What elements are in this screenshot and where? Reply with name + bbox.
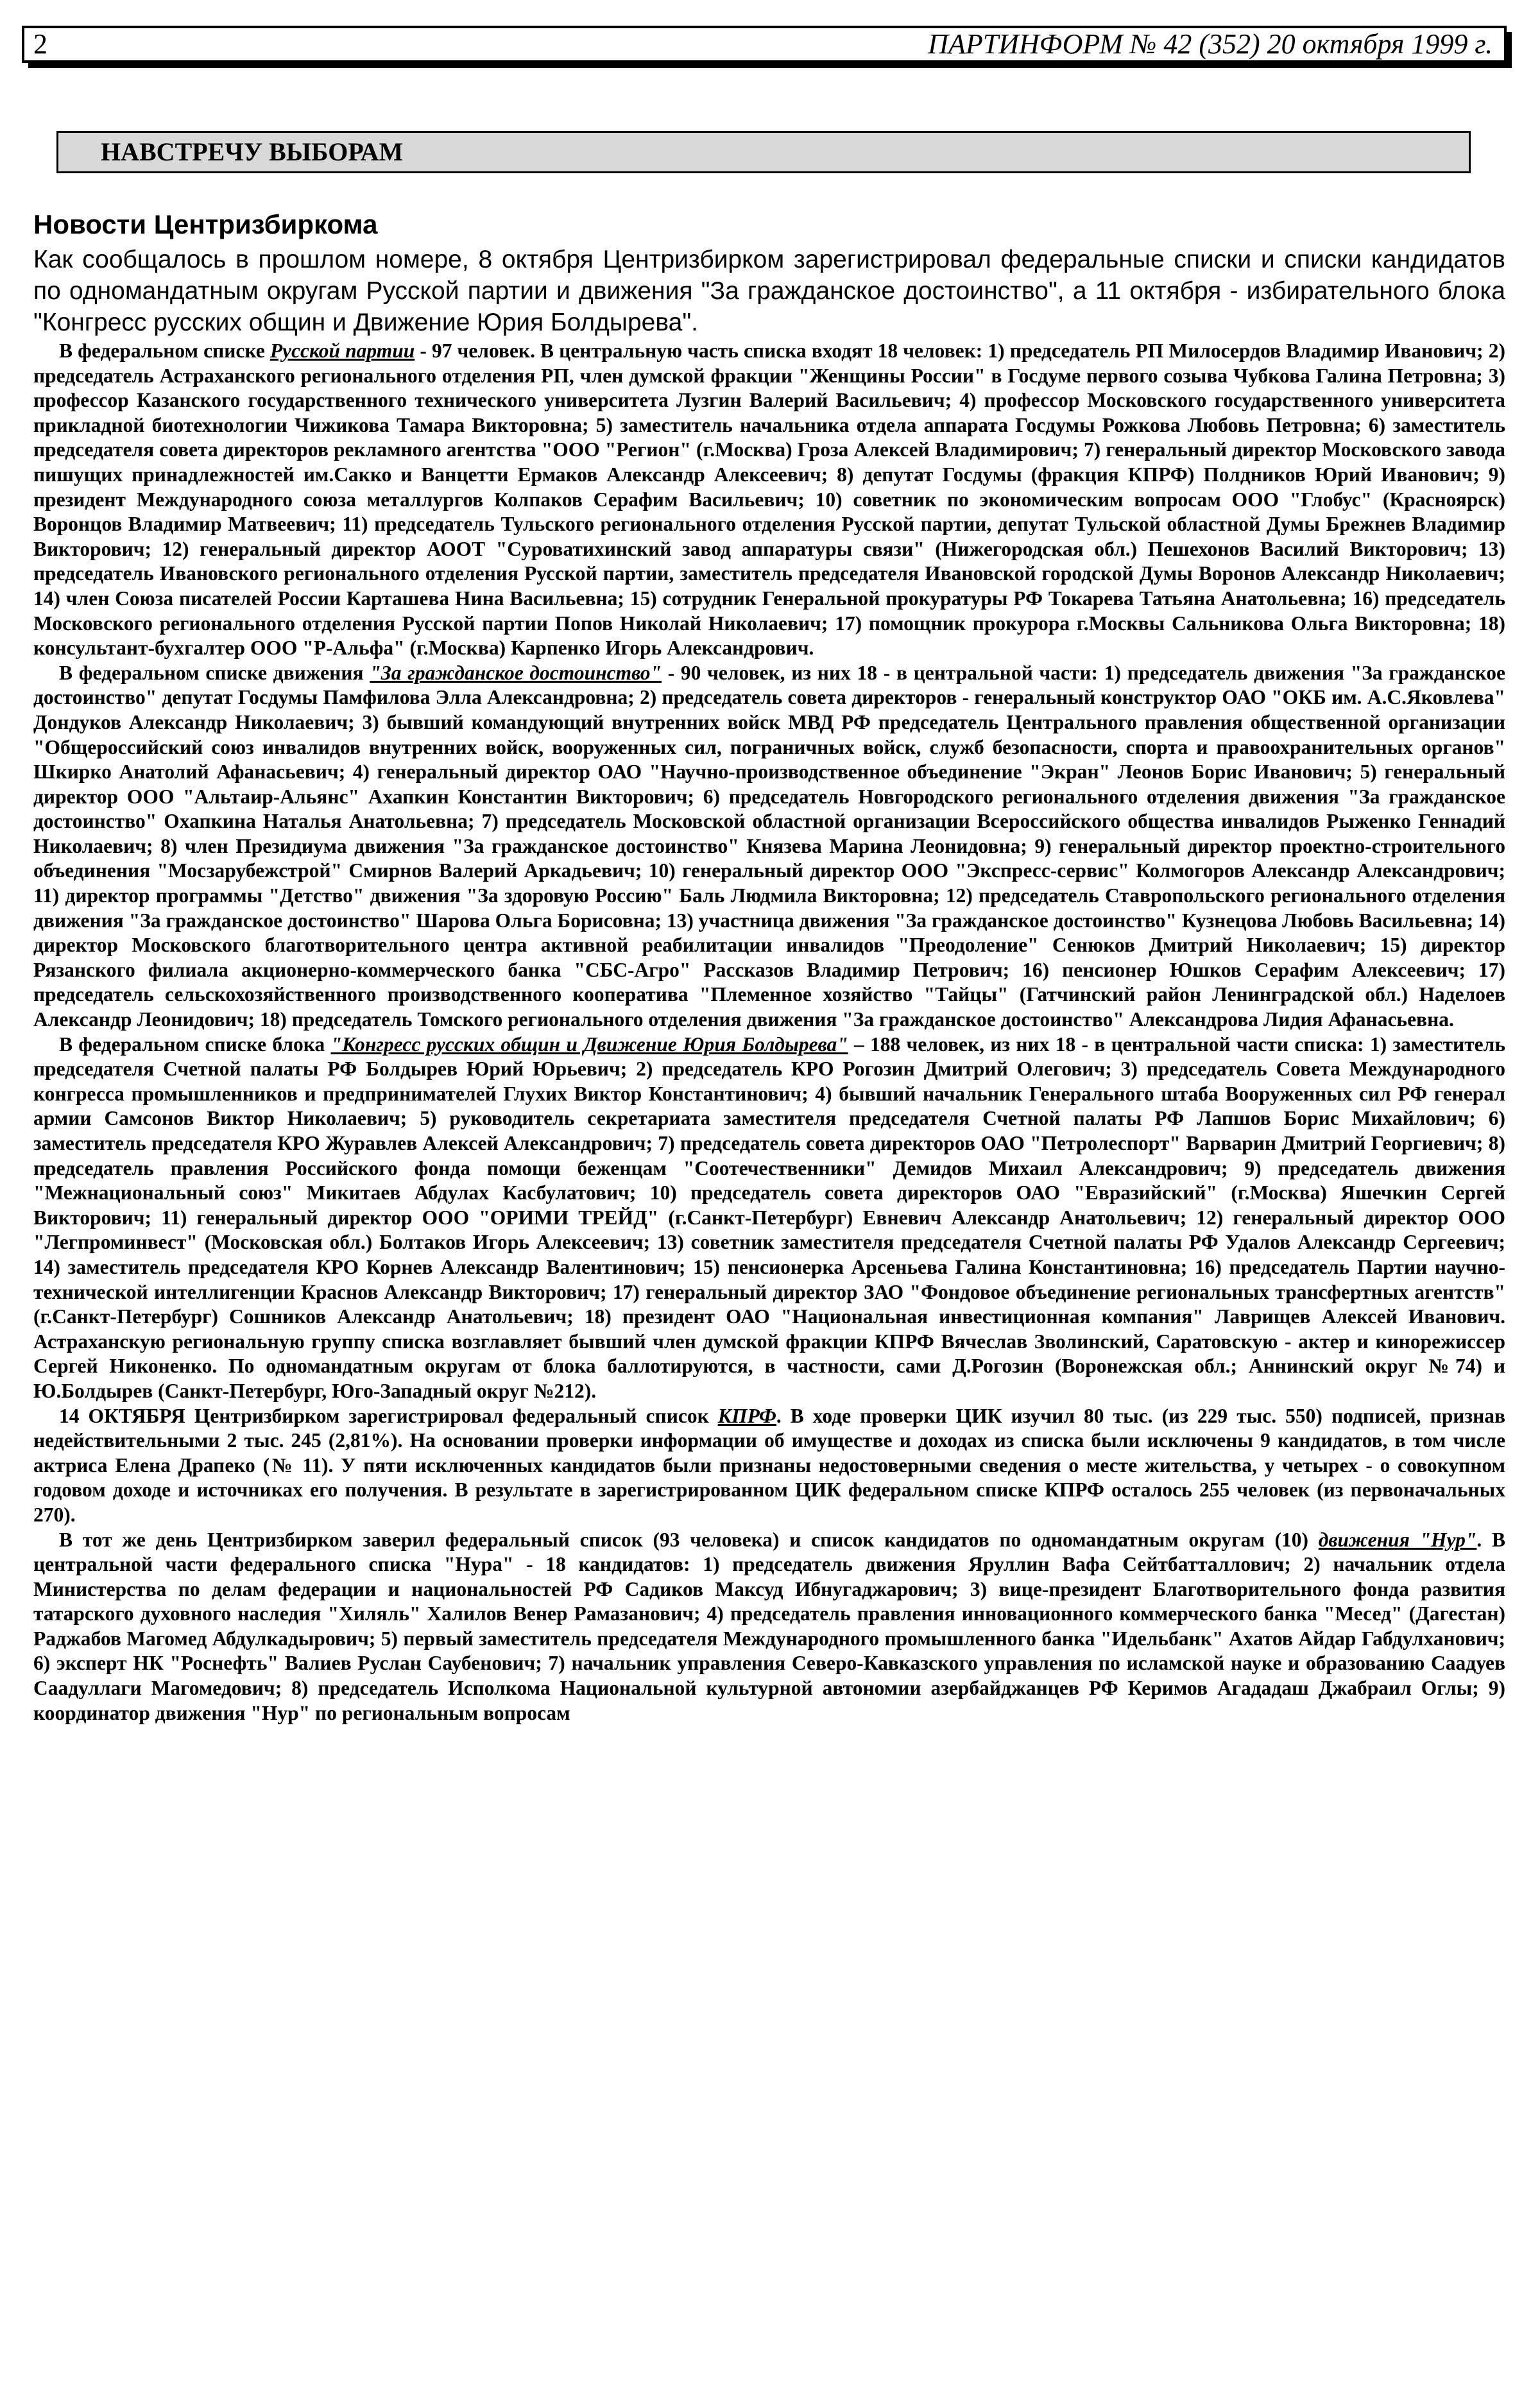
issue-info: ПАРТИНФОРМ № 42 (352) 20 октября 1999 г. <box>928 28 1493 60</box>
news-title: Новости Центризбиркома <box>33 209 378 239</box>
party-link-kro-boldyrev[interactable]: "Конгресс русских общин и Движение Юрия Болдырева" <box>330 1032 848 1056</box>
lead-paragraph: Как сообщалось в прошлом номере, 8 октября Центризбирком зарегистрировал федеральные списки и списки кандидатов по одномандатным округам Русской партии и движения "За гражданское достоинство", а 11 октября - избирательного блока "Конгресс русских общин и Движение Юрия Болдырева". <box>33 246 1505 336</box>
paragraph-text: В федеральном списке <box>59 339 270 362</box>
paragraph-text: 14 ОКТЯБРЯ Центризбирком зарегистрировал федеральный список <box>59 1404 718 1427</box>
paragraph-text: В федеральном списке движения <box>59 661 370 684</box>
party-link-kprf[interactable]: КПРФ <box>717 1404 776 1427</box>
paragraph-text: . В ходе проверки ЦИК изучил 80 тыс. (из 229 тыс. 550) подписей, признав недействительными 2 тыс. 245 (2,81%). На основании проверки информации об имуществе и доходах из списка были исключены 9 кандидатов, в том числе актриса Елена Драпеко (№ 11). У пяти исключенных кандидатов были признаны недостоверными сведения о месте жительства, у четырех - о совокупном годовом доходе и источниках его получения. В результате в зарегистрированном ЦИК федеральном списке КПРФ осталось 255 человек (из первоначальных 270). <box>33 1404 1505 1526</box>
page-number: 2 <box>33 28 47 60</box>
page-header <box>22 26 1507 63</box>
paragraph-nur <box>33 1528 1505 1726</box>
party-link-civil-dignity[interactable]: "За гражданское достоинство" <box>370 661 662 684</box>
paragraph-civil-dignity <box>33 661 1505 1032</box>
section-banner <box>56 131 1471 173</box>
header-shadow-right <box>1507 32 1512 68</box>
paragraph-text: . В центральной части федерального списка "Нура" - 18 кандидатов: 1) председатель движения Яруллин Вафа Сейтбатталлович; 2) начальник отдела Министерства по делам федерации и национальностей РФ Садиков Максуд Ибнугаджарович; 3) вице-президент Благотворительного фонда развития татарского духовного наследия "Хиляль" Халилов Венер Рамазанович; 4) председатель правления инновационного коммерческого банка "Месед" (Дагестан) Раджабов Магомед Абдулкадырович; 5) первый заместитель председателя Международного промышленного банка "Идельбанк" Ахатов Айдар Габдулханович; 6) эксперт НК "Роснефть" Валиев Руслан Саубенович; 7) начальник управления Северо-Кавказского управления по исламской науке и образованию Саадуев Саадуллаги Магомедович; 8) председатель Исполкома Национальной культурной автономии азербайджанцев РФ Керимов Агададаш Джабраил Оглы; 9) координатор движения "Нур" по региональным вопросам <box>33 1528 1505 1724</box>
paragraph-text: В федеральном списке блока <box>59 1032 331 1056</box>
section-title: НАВСТРЕЧУ ВЫБОРАМ <box>101 137 404 166</box>
paragraph-text: – 188 человек, из них 18 - в центральной части списка: 1) заместитель председателя Счетной палаты РФ Болдырев Юрий Юрьевич; 2) председатель КРО Рогозин Дмитрий Олегович; 3) председатель Совета Международного конгресса промышленников и предпринимателей Глухих Виктор Константинович; 4) бывший начальник Генерального штаба Вооруженных сил РФ генерал армии Самсонов Виктор Николаевич; 5) руководитель секретариата заместителя председателя Счетной палаты РФ Лапшов Борис Михайлович; 6) заместитель председателя КРО Журавлев Алексей Александрович; 7) председатель совета директоров ОАО "Петролеспорт" Варварин Дмитрий Георгиевич; 8) председатель правления Российского фонда помощи беженцам "Соотечественники" Демидов Михаил Александрович; 9) председатель движения "Межнациональный союз" Микитаев Абдулах Касбулатович; 10) председатель совета директоров ОАО "Евразийский" (г.Москва) Яшечкин Сергей Викторович; 11) генеральный директор ООО "ОРИМИ ТРЕЙД" (г.Санкт-Петербург) Евневич Александр Анатольевич; 12) генеральный директор ООО "Легпроминвест" (Московская обл.) Болтаков Игорь Алексеевич; 13) советник заместителя председателя Счетной палаты РФ Удалов Александр Сергеевич; 14) заместитель председателя КРО Корнев Александр Валентинович; 15) пенсионерка Арсеньева Галина Константиновна; 16) председатель Партии научно-технической интеллигенции Краснов Александр Викторович; 17) генеральный директор ЗАО "Фондовое объединение региональных трансфертных агентств" (г.Санкт-Петербург) Сошников Александр Анатольевич; 18) президент ОАО "Национальная инвестиционная компания" Лаврищев Алексей Иванович. Астраханскую региональную группу списка возглавляет бывший член думской фракции КПРФ Вячеслав Зволинский, Саратовскую - актер и кинорежиссер Сергей Никоненко. По одномандатным округам от блока баллотируются, в частности, сами Д.Рогозин (Воронежская обл.; Аннинский округ №74) и Ю.Болдырев (Санкт-Петербург, Юго-Западный округ №212). <box>33 1032 1505 1402</box>
party-link-nur[interactable]: движения "Нур" <box>1318 1528 1477 1551</box>
paragraph-text: В тот же день Центризбирком заверил федеральный список (93 человека) и список кандидатов по одномандатным округам (10) <box>59 1528 1319 1551</box>
paragraph-text: - 97 человек. В центральную часть списка входят 18 человек: 1) председатель РП Милосердов Владимир Иванович; 2) председатель Астраханского регионального отделения РП, член думской фракции "Женщины России" в Госдуме первого созыва Чубкова Галина Петровна; 3) профессор Казанского государственного технического университета Лузгин Валерий Васильевич; 4) профессор Московского государственного университета прикладной биотехнологии Чижикова Тамара Викторовна; 5) заместитель начальника отдела аппарата Госдумы Рожкова Любовь Петровна; 6) заместитель председателя совета директоров рекламного агентства "ООО "Регион" (г.Москва) Гроза Алексей Владимирович; 7) генеральный директор Московского завода пишущих принадлежностей им.Сакко и Ванцетти Ермаков Александр Алексеевич; 8) депутат Госдумы (фракция КПРФ) Полдников Юрий Иванович; 9) президент Международного союза металлургов Колпаков Серафим Васильевич; 10) советник по экономическим вопросам ООО "Глобус" (Красноярск) Воронцов Владимир Матвеевич; 11) председатель Тульского регионального отделения Русской партии, депутат Тульской областной Думы Брежнев Владимир Викторович; 12) генеральный директор АООТ "Суроватихинский завод аппаратуры связи" (Нижегородская обл.) Пешехонов Василий Викторович; 13) председатель Ивановского регионального отделения Русской партии, заместитель председателя Ивановской городской Думы Воронов Александр Николаевич; 14) член Союза писателей России Карташева Нина Васильевна; 15) сотрудник Генеральной прокуратуры РФ Токарева Татьяна Анатольевна; 16) председатель Московского регионального отделения Русской партии Попов Николай Николаевич; 17) помощник прокурора г.Москвы Сальникова Ольга Викторовна; 18) консультант-бухгалтер ООО "Р-Альфа" (г.Москва) Карпенко Игорь Александрович. <box>33 339 1505 660</box>
paragraph-kro-boldyrev <box>33 1032 1505 1404</box>
paragraph-russian-party <box>33 339 1505 661</box>
paragraph-text: - 90 человек, из них 18 - в центральной части: 1) председатель движения "За гражданское достоинство" депутат Госдумы Памфилова Элла Александровна; 2) председатель совета директоров - генеральный конструктор ОАО "ОКБ им. А.С.Яковлева" Дондуков Александр Николаевич; 3) бывший командующий внутренних войск МВД РФ председатель Центрального правления общественной организации "Общероссийский союз инвалидов внутренних войск, вооруженных сил, пограничных войск, служб безопасности, спорта и правоохранительных органов" Шкирко Анатолий Афанасьевич; 4) генеральный директор ОАО "Научно-производственное объединение "Экран" Леонов Борис Иванович; 5) генеральный директор ООО "Альтаир-Альянс" Ахапкин Константин Викторович; 6) председатель Новгородского регионального отделения движения "За гражданское достоинство" Охапкина Наталья Анатольевна; 7) председатель Московской областной организации Всероссийского общества инвалидов Рыженко Геннадий Николаевич; 8) член Президиума движения "За гражданское достоинство" Князева Марина Леонидовна; 9) генеральный директор проектно-строительного объединения "Мосзарубежстрой" Смирнов Валерий Аркадьевич; 10) генеральный директор ООО "Экспресс-сервис" Колмогоров Александр Александрович; 11) директор программы "Детство" движения "За здоровую Россию" Баль Людмила Викторовна; 12) председатель Ставропольского регионального отделения движения "За гражданское достоинство" Шарова Ольга Борисовна; 13) участница движения "За гражданское достоинство" Кузнецова Любовь Васильевна; 14) директор Московского благотворительного центра активной реабилитации инвалидов "Преодоление" Сенюков Дмитрий Николаевич; 15) директор Рязанского филиала акционерно-коммерческого банка "СБС-Агро" Рассказов Владимир Петрович; 16) пенсионер Юшков Серафим Алексеевич; 17) председатель сельскохозяйственного производственного кооператива "Племенное хозяйство "Тайцы" (Гатчинский район Ленинградской обл.) Наделоев Александр Леонидович; 18) председатель Томского регионального отделения движения "За гражданское достоинство" Александрова Лидия Афанасьевна. <box>33 661 1506 1031</box>
party-link-russian-party[interactable]: Русской партии <box>270 339 415 362</box>
header-shadow <box>28 63 1512 68</box>
article-body <box>33 339 1505 1726</box>
paragraph-kprf <box>33 1404 1505 1528</box>
